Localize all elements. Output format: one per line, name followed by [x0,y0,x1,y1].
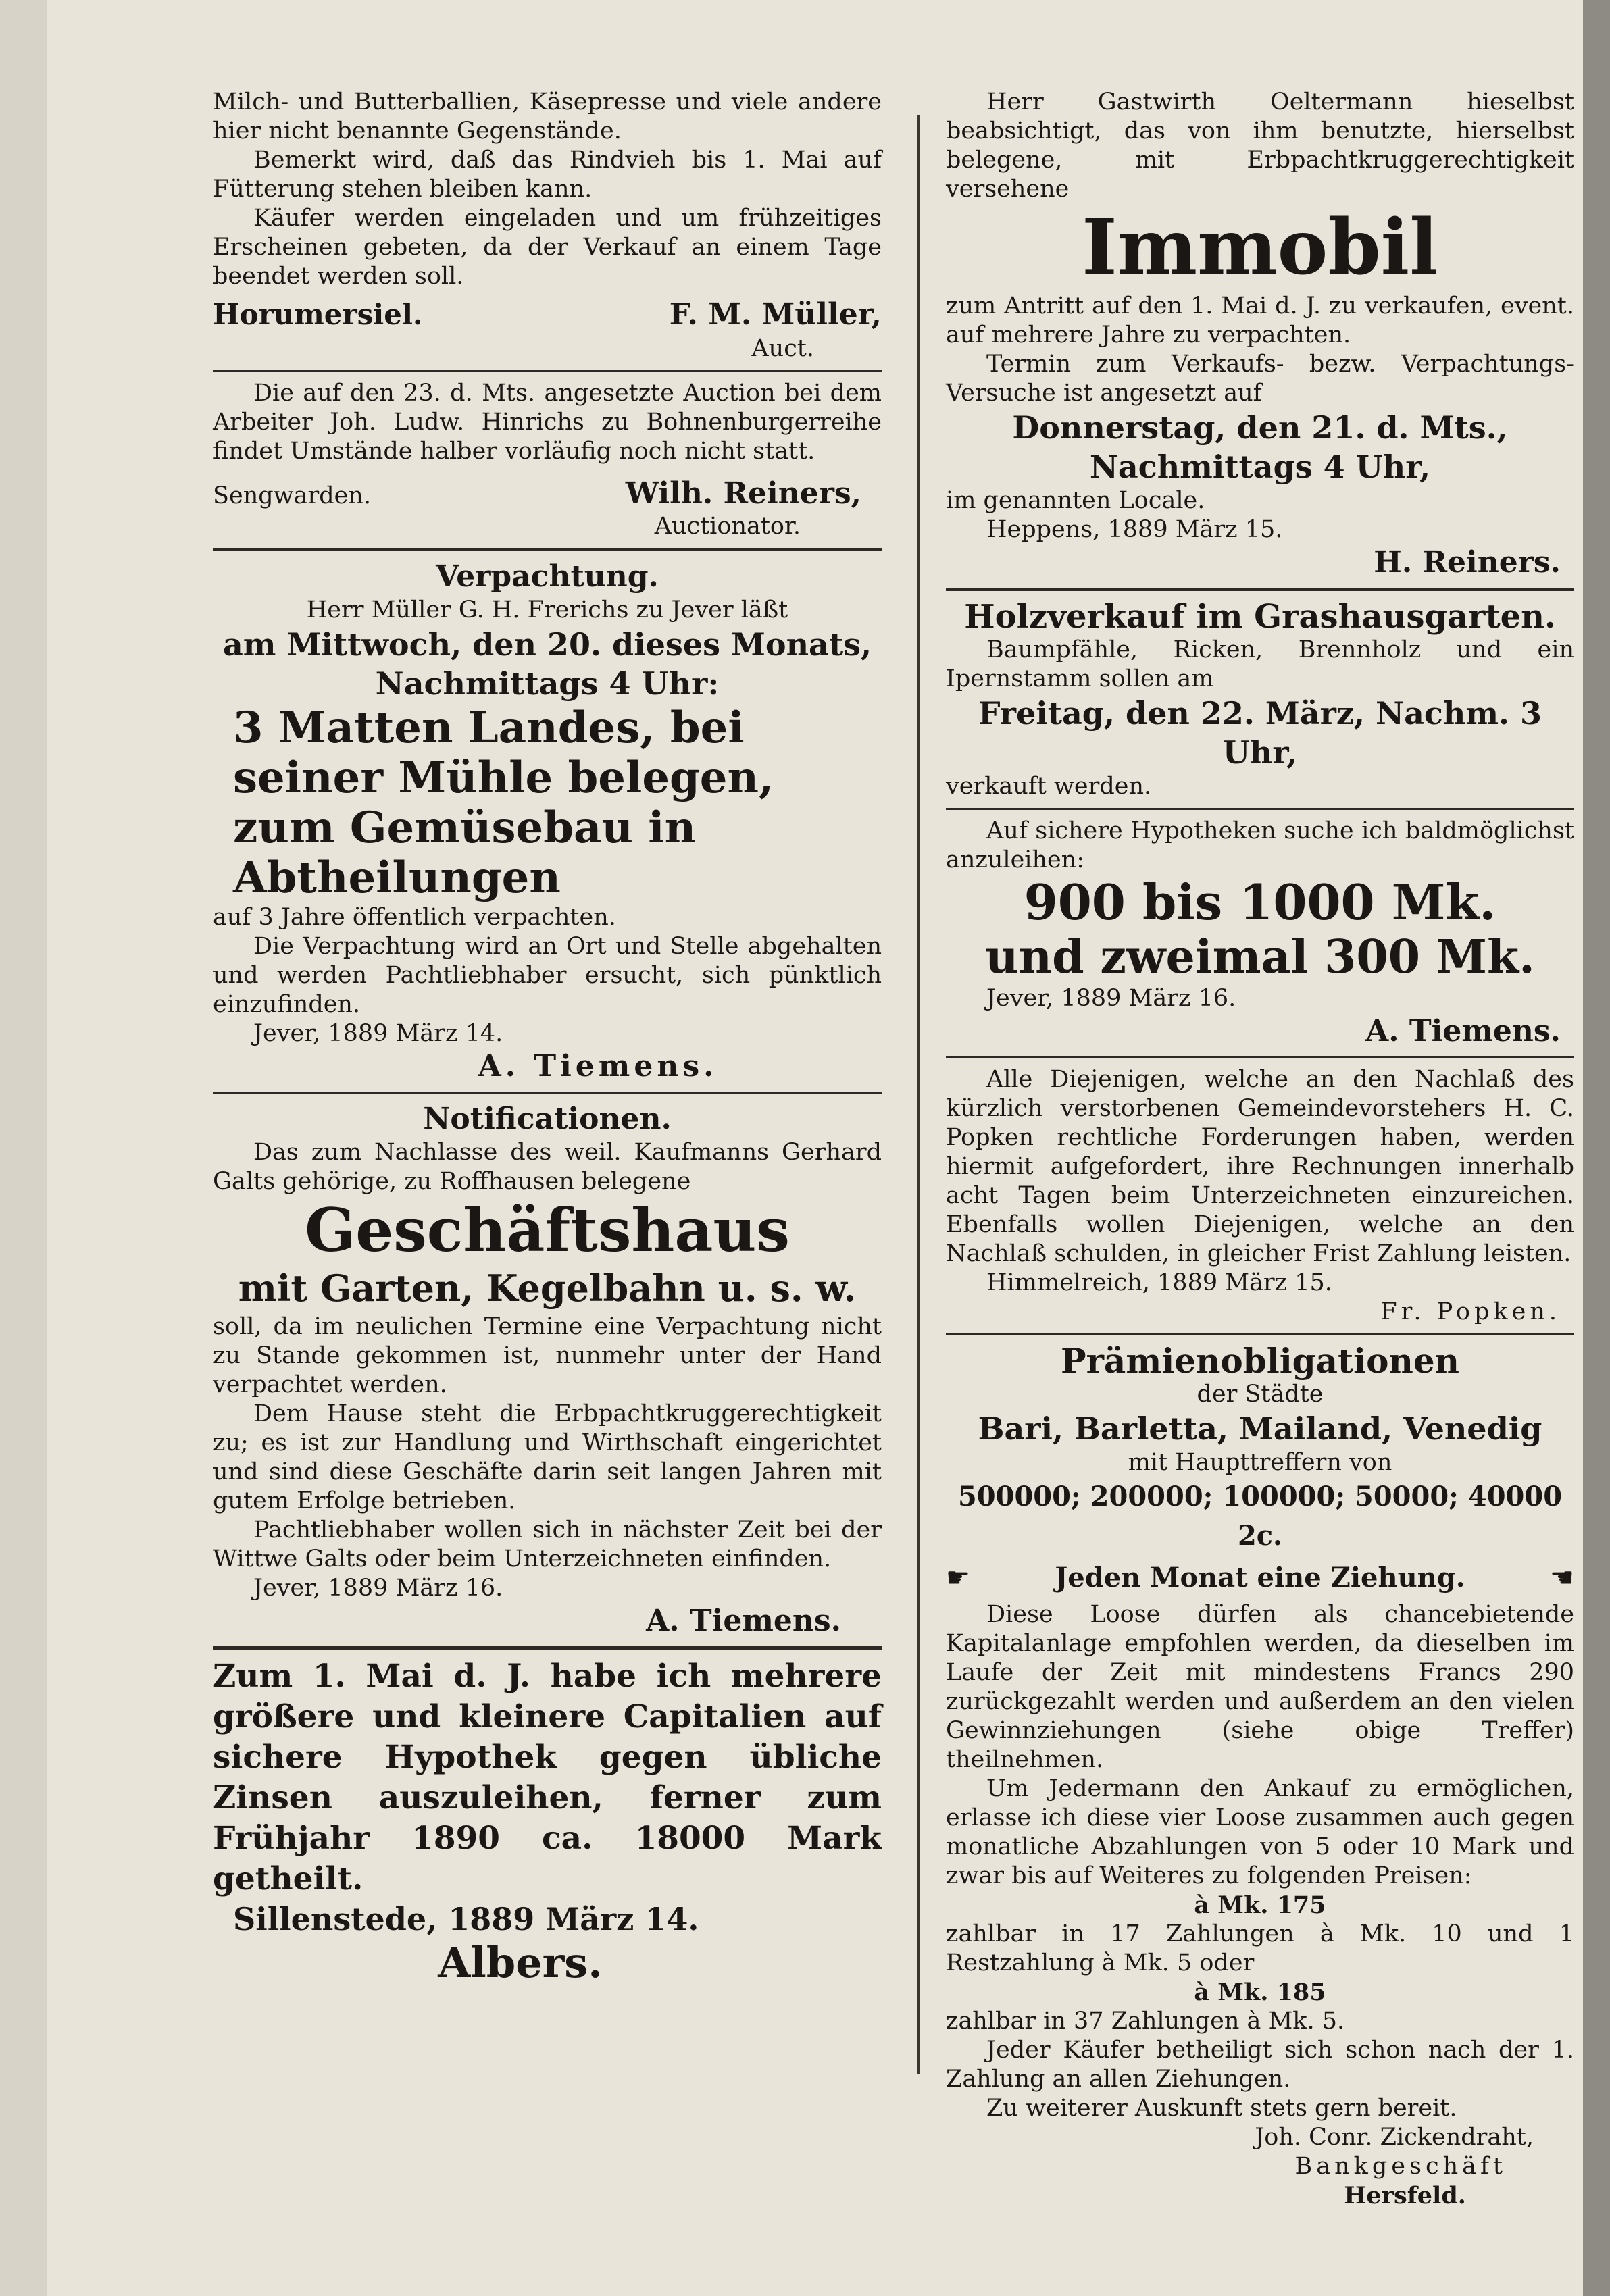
hypotheken-amount-1: 900 bis 1000 Mk. [1024,873,1496,931]
capitalien-place-date: Sillenstede, 1889 März 14. [233,1901,699,1937]
verpachtung-date: am Mittwoch, den 20. dieses Monats, [222,626,872,663]
ad-separator [213,548,882,551]
geschaeftshaus-subtitle: mit Garten, Kegelbahn u. s. w. [238,1267,857,1310]
capitalien-text: Zum 1. Mai d. J. habe ich mehrere größere und kleinere Capitalien auf sichere Hypothek gegen übliche Zinsen auszuleihen, ferner zum Frühjahr 1890 ca. 18000 Mark getheilt. [213,1658,882,1897]
immobil-time: Nachmittags 4 Uhr, [1089,449,1431,485]
praemien-amounts: 500000; 200000; 100000; 50000; 40000 2c. [957,1481,1563,1552]
immobil-location: im genannten Locale. [946,487,1205,514]
ad-auction-cancelled [213,379,882,541]
ad-notificationen [213,1100,882,1639]
ad-separator [946,1333,1574,1335]
auctioneer-name: F. M. Müller, [669,297,882,332]
praemien-text-1: Diese Loose dürfen als chancebietende Kapitalanlage empfohlen werden, da dieselben im Laufe der Zeit mit mindestens Francs 290 zurückgezahlt werden und außerdem an den vielen Gewinnziehungen (siehe obige Treffer) theilnehmen. [946,1601,1574,1773]
praemien-price-2-terms: zahlbar in 37 Zahlungen à Mk. 5. [946,2008,1345,2035]
geschaeftshaus-text-1: soll, da im neulichen Termine eine Verpachtung nicht zu Stande gekommen ist, nunmehr unter der Hand verpachtet werden. [213,1313,882,1398]
immobil-text-2: Termin zum Verkaufs- bezw. Verpachtungs-Versuche ist angesetzt auf [946,351,1574,407]
verpachtung-place-date: Jever, 1889 März 14. [253,1020,503,1047]
praemien-text-4: Zu weiterer Auskunft stets gern bereit. [986,2095,1457,2122]
holzverkauf-text-2: verkauft werden. [946,773,1152,800]
verpachtung-term: auf 3 Jahre öffentlich verpachten. [213,904,616,931]
verpachtung-heading: Verpachtung. [436,559,659,594]
immobil-date: Donnerstag, den 21. d. Mts., [1012,409,1508,446]
auction-invite-text: Käufer werden eingeladen und um frühzeitiges Erscheinen gebeten, da der Verkauf an einem Tage beendet werden soll. [213,205,882,290]
left-column [213,88,882,1987]
capitalien-signature: Albers. [438,1938,603,1987]
verpachtung-intro: Herr Müller G. H. Frerichs zu Jever läßt [306,596,788,623]
praemien-signature-name: Joh. Conr. Zickendraht, [1255,2124,1534,2151]
ad-praemienobligationen [946,1342,1574,2210]
praemien-signature-city: Hersfeld. [1344,2182,1466,2210]
holzverkauf-date: Freitag, den 22. März, Nachm. 3 Uhr, [978,695,1542,771]
verpachtung-signature: A. Tiemens. [478,1049,718,1083]
verpachtung-details: Die Verpachtung wird an Ort und Stelle abgehalten und werden Pachtliebhaber ersucht, sich pünktlich einzufinden. [213,933,882,1018]
auction-place: Horumersiel. [213,298,423,331]
pointing-hand-right-icon: ☛ [1550,1562,1574,1593]
immobil-title: Immobil [1082,203,1438,292]
auction-note-text: Bemerkt wird, daß das Rindvieh bis 1. Mai auf Fütterung stehen bleiben kann. [213,147,882,203]
column-divider [917,115,920,2074]
immobil-place-date: Heppens, 1889 März 15. [986,516,1283,543]
praemien-text-3: Jeder Käufer betheiligt sich schon nach der 1. Zahlung an allen Ziehungen. [946,2037,1574,2093]
holzverkauf-heading: Holzverkauf im Grashausgarten. [964,598,1556,636]
geschaeftshaus-signature: A. Tiemens. [646,1604,841,1638]
ad-nachlass [946,1065,1574,1327]
scan-right-edge [1583,0,1610,2296]
immobil-signature: H. Reiners. [1374,545,1561,580]
hypotheken-text: Auf sichere Hypotheken suche ich baldmöglichst anzuleihen: [946,817,1574,873]
scan-left-margin [0,0,47,2296]
auctioneer-role: Auct. [751,335,814,362]
notificationen-heading: Notificationen. [423,1102,672,1136]
ad-capitalien [213,1656,882,1987]
right-column [946,88,1574,2210]
praemien-signature-business: Bankgeschäft [1294,2153,1507,2180]
ad-immobil [946,88,1574,581]
praemien-text-2: Um Jedermann den Ankauf zu ermöglichen, erlasse ich diese vier Loose zusammen auch gegen monatliche Abzahlungen von 5 oder 10 Mark und zwar bis auf Weiteres zu folgenden Preisen: [946,1775,1574,1889]
nachlass-place-date: Himmelreich, 1889 März 15. [986,1269,1332,1296]
ad-holzverkauf [946,598,1574,801]
praemien-price-2: à Mk. 185 [1194,1979,1326,2006]
geschaeftshaus-text-3: Pachtliebhaber wollen sich in nächster Zeit bei der Wittwe Galts oder beim Unterzeichneten einfinden. [213,1516,882,1573]
notificationen-intro: Das zum Nachlasse des weil. Kaufmanns Gerhard Galts gehörige, zu Roffhausen belegene [213,1139,882,1195]
praemien-subline: der Städte [1197,1381,1324,1408]
geschaeftshaus-text-2: Dem Hause steht die Erbpachtkruggerechtigkeit zu; es ist zur Handlung und Wirthschaft eingerichtet und sind diese Geschäfte darin seit langen Jahren mit gutem Erfolge betrieben. [213,1400,882,1514]
auctionator-role: Auctionator. [654,513,801,540]
holzverkauf-text-1: Baumpfähle, Ricken, Brennholz und ein Ipernstamm sollen am [946,636,1574,692]
verpachtung-subject: 3 Matten Landes, bei seiner Mühle belegen, zum Gemüsebau in Abtheilungen [233,703,774,903]
hypotheken-amount-2: und zweimal 300 Mk. [985,930,1535,984]
praemien-subline-2: mit Haupttreffern von [1128,1449,1392,1476]
hypotheken-signature: A. Tiemens. [1365,1014,1561,1048]
cancellation-text: Die auf den 23. d. Mts. angesetzte Auction bei dem Arbeiter Joh. Ludw. Hinrichs zu Bohnenburgerreihe findet Umstände halber vorläufig noch nicht statt. [213,380,882,465]
immobil-text-1: zum Antritt auf den 1. Mai d. J. zu verkaufen, event. auf mehrere Jahre zu verpachten. [946,292,1574,349]
hypotheken-place-date: Jever, 1889 März 16. [986,985,1236,1012]
ad-hypotheken [946,817,1574,1050]
ad-auction-mueller [213,88,882,363]
ad-separator [213,1092,882,1094]
geschaeftshaus-title: Geschäftshaus [305,1195,790,1265]
ad-separator [946,1056,1574,1058]
praemien-heading: Prämienobligationen [1060,1341,1459,1381]
praemien-cities: Bari, Barletta, Mailand, Venedig [978,1410,1542,1447]
verpachtung-time: Nachmittags 4 Uhr: [375,665,720,702]
ad-separator [213,1646,882,1650]
cancellation-place: Sengwarden. [213,482,371,509]
ad-separator [946,588,1574,591]
ad-separator [213,370,882,372]
praemien-price-1: à Mk. 175 [1194,1891,1326,1919]
geschaeftshaus-place-date: Jever, 1889 März 16. [253,1575,503,1602]
ad-separator [946,808,1574,810]
nachlass-text: Alle Diejenigen, welche an den Nachlaß des kürzlich verstorbenen Gemeindevorstehers H. C. Popken rechtliche Forderungen haben, werden hiermit aufgefordert, ihre Rechnungen innerhalb acht Tagen beim Unterzeichneten einzureichen. Ebenfalls wollen Diejenigen, welche an den Nachlaß schulden, in gleicher Frist Zahlung leisten. [946,1066,1574,1267]
pointing-hand-left-icon: ☛ [946,1562,970,1593]
immobil-intro: Herr Gastwirth Oeltermann hieselbst beabsichtigt, das von ihm benutzte, hierselbst belegene, mit Erbpachtkruggerechtigkeit versehene [946,88,1574,203]
praemien-price-1-terms: zahlbar in 17 Zahlungen à Mk. 10 und 1 Restzahlung à Mk. 5 oder [946,1920,1574,1976]
nachlass-signature: Fr. Popken. [1380,1298,1561,1325]
auction-items-text: Milch- und Butterballien, Käsepresse und viele andere hier nicht benannte Gegenstände. [213,88,882,145]
auctionator-name: Wilh. Reiners, [625,476,861,511]
praemien-monthly: Jeden Monat eine Ziehung. [1055,1562,1465,1593]
ad-verpachtung [213,558,882,1085]
